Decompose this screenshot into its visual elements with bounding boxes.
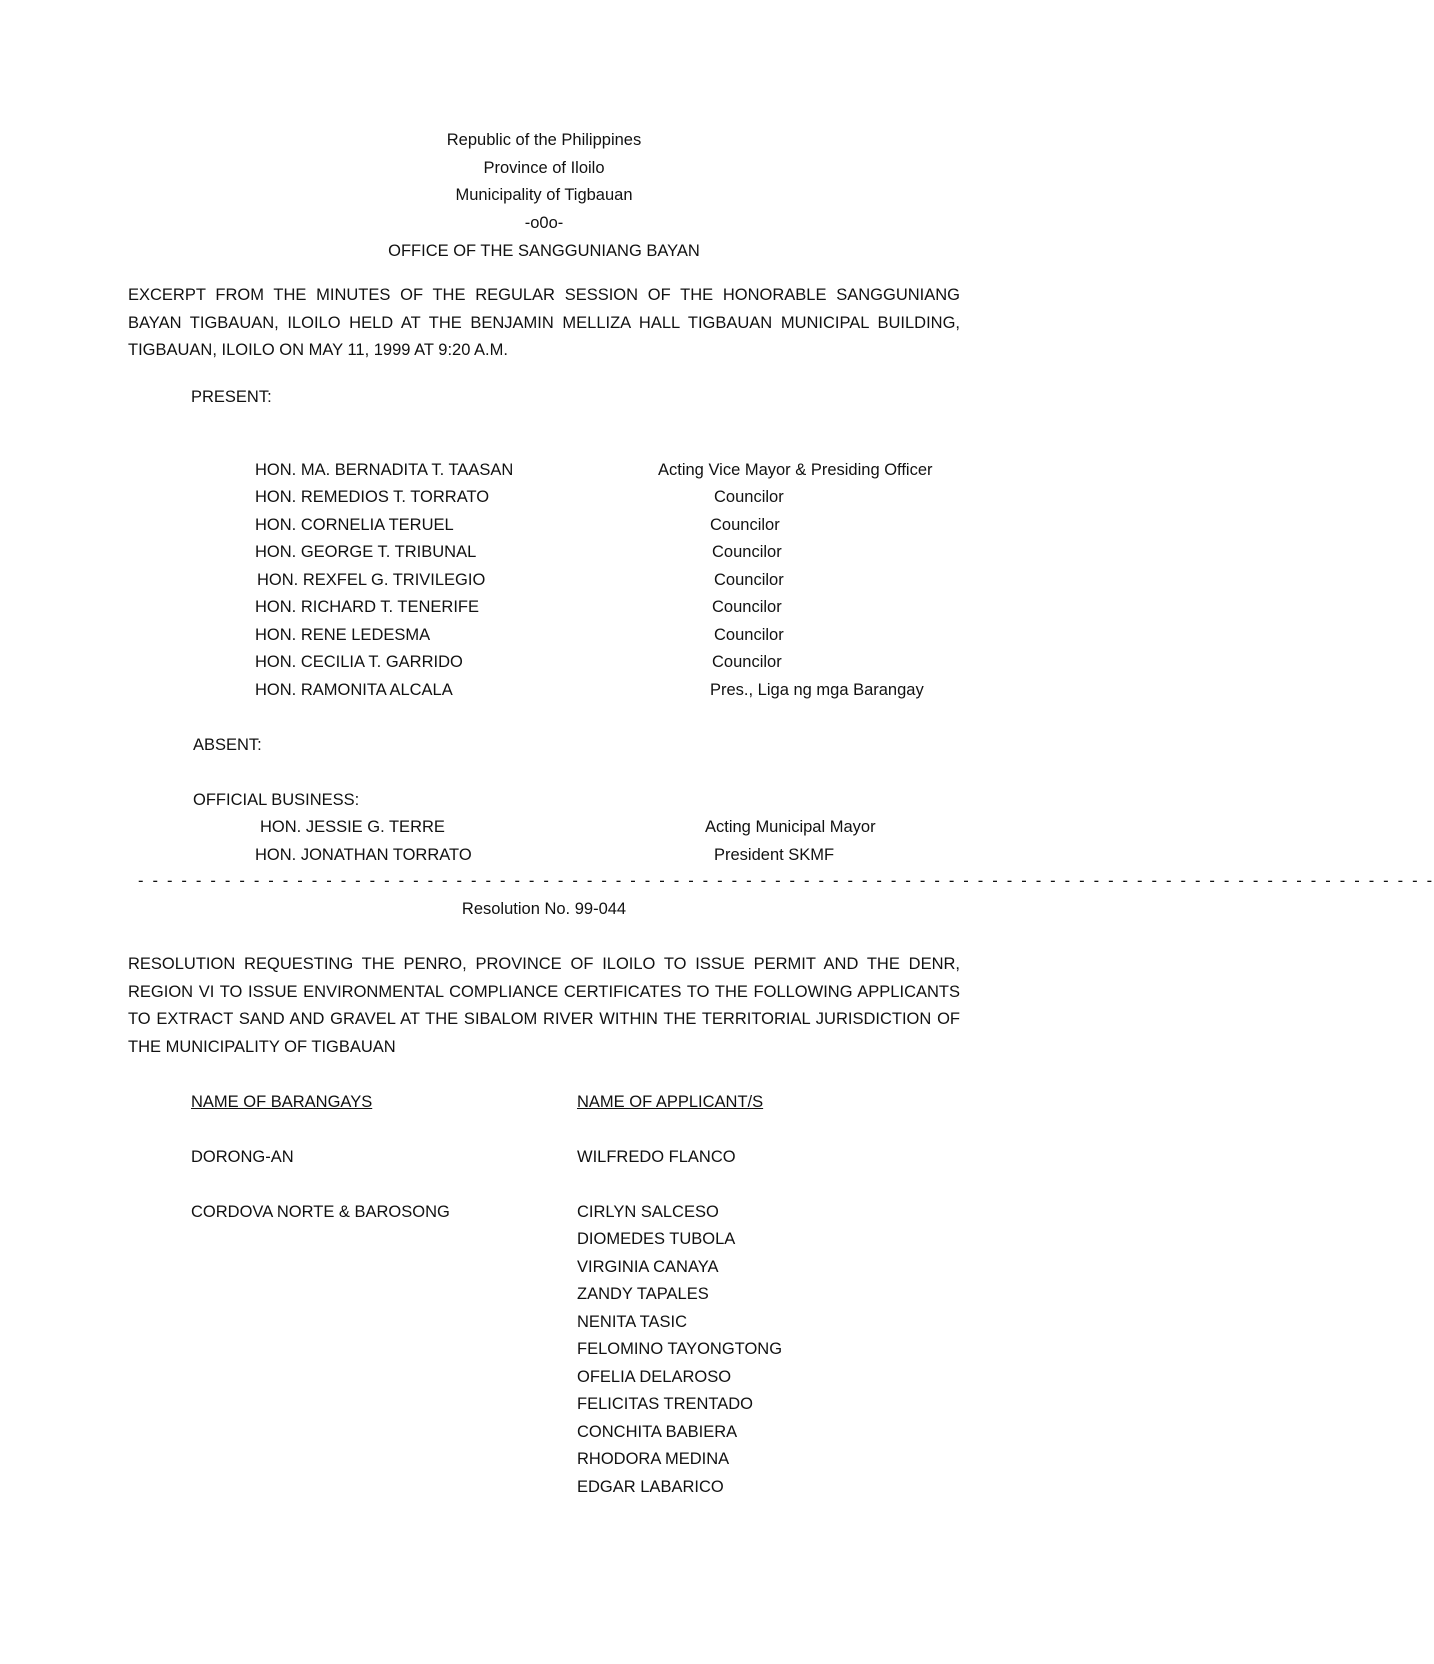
member-position: Acting Municipal Mayor bbox=[705, 818, 876, 836]
member-name: HON. RENE LEDESMA bbox=[255, 626, 431, 644]
member-name: HON. MA. BERNADITA T. TAASAN bbox=[255, 461, 514, 479]
member-position: Acting Vice Mayor & Presiding Officer bbox=[658, 461, 933, 479]
member-position: Councilor bbox=[710, 516, 780, 534]
applicant-name: EDGAR LABARICO bbox=[577, 1478, 724, 1496]
member-position: Councilor bbox=[712, 598, 782, 616]
applicant-name: VIRGINIA CANAYA bbox=[577, 1258, 719, 1276]
excerpt-paragraph: EXCERPT FROM THE MINUTES OF THE REGULAR SESSION OF THE HONORABLE SANGGUNIANG BAYAN TIGBAUAN, ILOILO HELD AT THE BENJAMIN MELLIZA HALL TIGBAUAN MUNICIPAL BUILDING, TIGBAUAN, ILOILO ON MAY 11, 1999 AT 9:20 A.M. bbox=[128, 286, 960, 359]
header-municipality: Municipality of Tigbauan bbox=[455, 186, 633, 204]
applicant-name: NENITA TASIC bbox=[577, 1313, 688, 1331]
member-name: HON. JESSIE G. TERRE bbox=[260, 818, 445, 836]
present-label: PRESENT: bbox=[191, 388, 272, 406]
barangay-name: CORDOVA NORTE & BAROSONG bbox=[191, 1203, 450, 1221]
header-separator: -o0o- bbox=[524, 214, 564, 232]
absent-label: ABSENT: bbox=[193, 736, 262, 754]
dashed-divider: - - - - - - - - - - - - - - - - - - - - - - - - - - - - - - - - - - - - - - - - - - - - - - - - - - - - - - - - - - - - - - - - - - - - - - - - - - - - - - - - - - - - - - - - - - bbox=[138, 872, 1434, 890]
resolution-title: RESOLUTION REQUESTING THE PENRO, PROVINCE OF ILOILO TO ISSUE PERMIT AND THE DENR, REGION VI TO ISSUE ENVIRONMENTAL COMPLIANCE CERTIFICATES TO THE FOLLOWING APPLICANTS TO EXTRACT SAND AND GRAVEL AT THE SIBALOM RIVER WITHIN THE TERRITORIAL JURISDICTION OF THE MUNICIPALITY OF TIGBAUAN bbox=[128, 955, 960, 1056]
member-name: HON. GEORGE T. TRIBUNAL bbox=[255, 543, 477, 561]
member-position: Councilor bbox=[712, 653, 782, 671]
member-name: HON. RICHARD T. TENERIFE bbox=[255, 598, 479, 616]
header-republic: Republic of the Philippines bbox=[446, 131, 642, 149]
applicant-name: WILFREDO FLANCO bbox=[577, 1148, 736, 1166]
official-business-label: OFFICIAL BUSINESS: bbox=[193, 791, 360, 809]
member-position: Councilor bbox=[714, 626, 784, 644]
member-position: Councilor bbox=[712, 543, 782, 561]
member-name: HON. REXFEL G. TRIVILEGIO bbox=[257, 571, 486, 589]
applicant-name: ZANDY TAPALES bbox=[577, 1285, 709, 1303]
applicant-name: CIRLYN SALCESO bbox=[577, 1203, 719, 1221]
member-name: HON. RAMONITA ALCALA bbox=[255, 681, 453, 699]
member-position: Pres., Liga ng mga Barangay bbox=[710, 681, 924, 699]
header-office: OFFICE OF THE SANGGUNIANG BAYAN bbox=[388, 242, 700, 260]
member-name: HON. REMEDIOS T. TORRATO bbox=[255, 488, 490, 506]
member-name: HON. CECILIA T. GARRIDO bbox=[255, 653, 463, 671]
applicant-name: CONCHITA BABIERA bbox=[577, 1423, 738, 1441]
column-header-applicants: NAME OF APPLICANT/S bbox=[577, 1093, 764, 1111]
member-name: HON. CORNELIA TERUEL bbox=[255, 516, 454, 534]
applicant-name: FELICITAS TRENTADO bbox=[577, 1395, 754, 1413]
header-province: Province of Iloilo bbox=[483, 159, 605, 177]
member-position: Councilor bbox=[714, 571, 784, 589]
barangay-name: DORONG-AN bbox=[191, 1148, 294, 1166]
applicant-name: FELOMINO TAYONGTONG bbox=[577, 1340, 783, 1358]
member-position: Councilor bbox=[714, 488, 784, 506]
applicant-name: DIOMEDES TUBOLA bbox=[577, 1230, 736, 1248]
applicant-name: RHODORA MEDINA bbox=[577, 1450, 730, 1468]
member-name: HON. JONATHAN TORRATO bbox=[255, 846, 472, 864]
applicant-name: OFELIA DELAROSO bbox=[577, 1368, 732, 1386]
member-position: President SKMF bbox=[714, 846, 835, 864]
resolution-number: Resolution No. 99-044 bbox=[461, 900, 627, 918]
column-header-barangays: NAME OF BARANGAYS bbox=[191, 1093, 373, 1111]
